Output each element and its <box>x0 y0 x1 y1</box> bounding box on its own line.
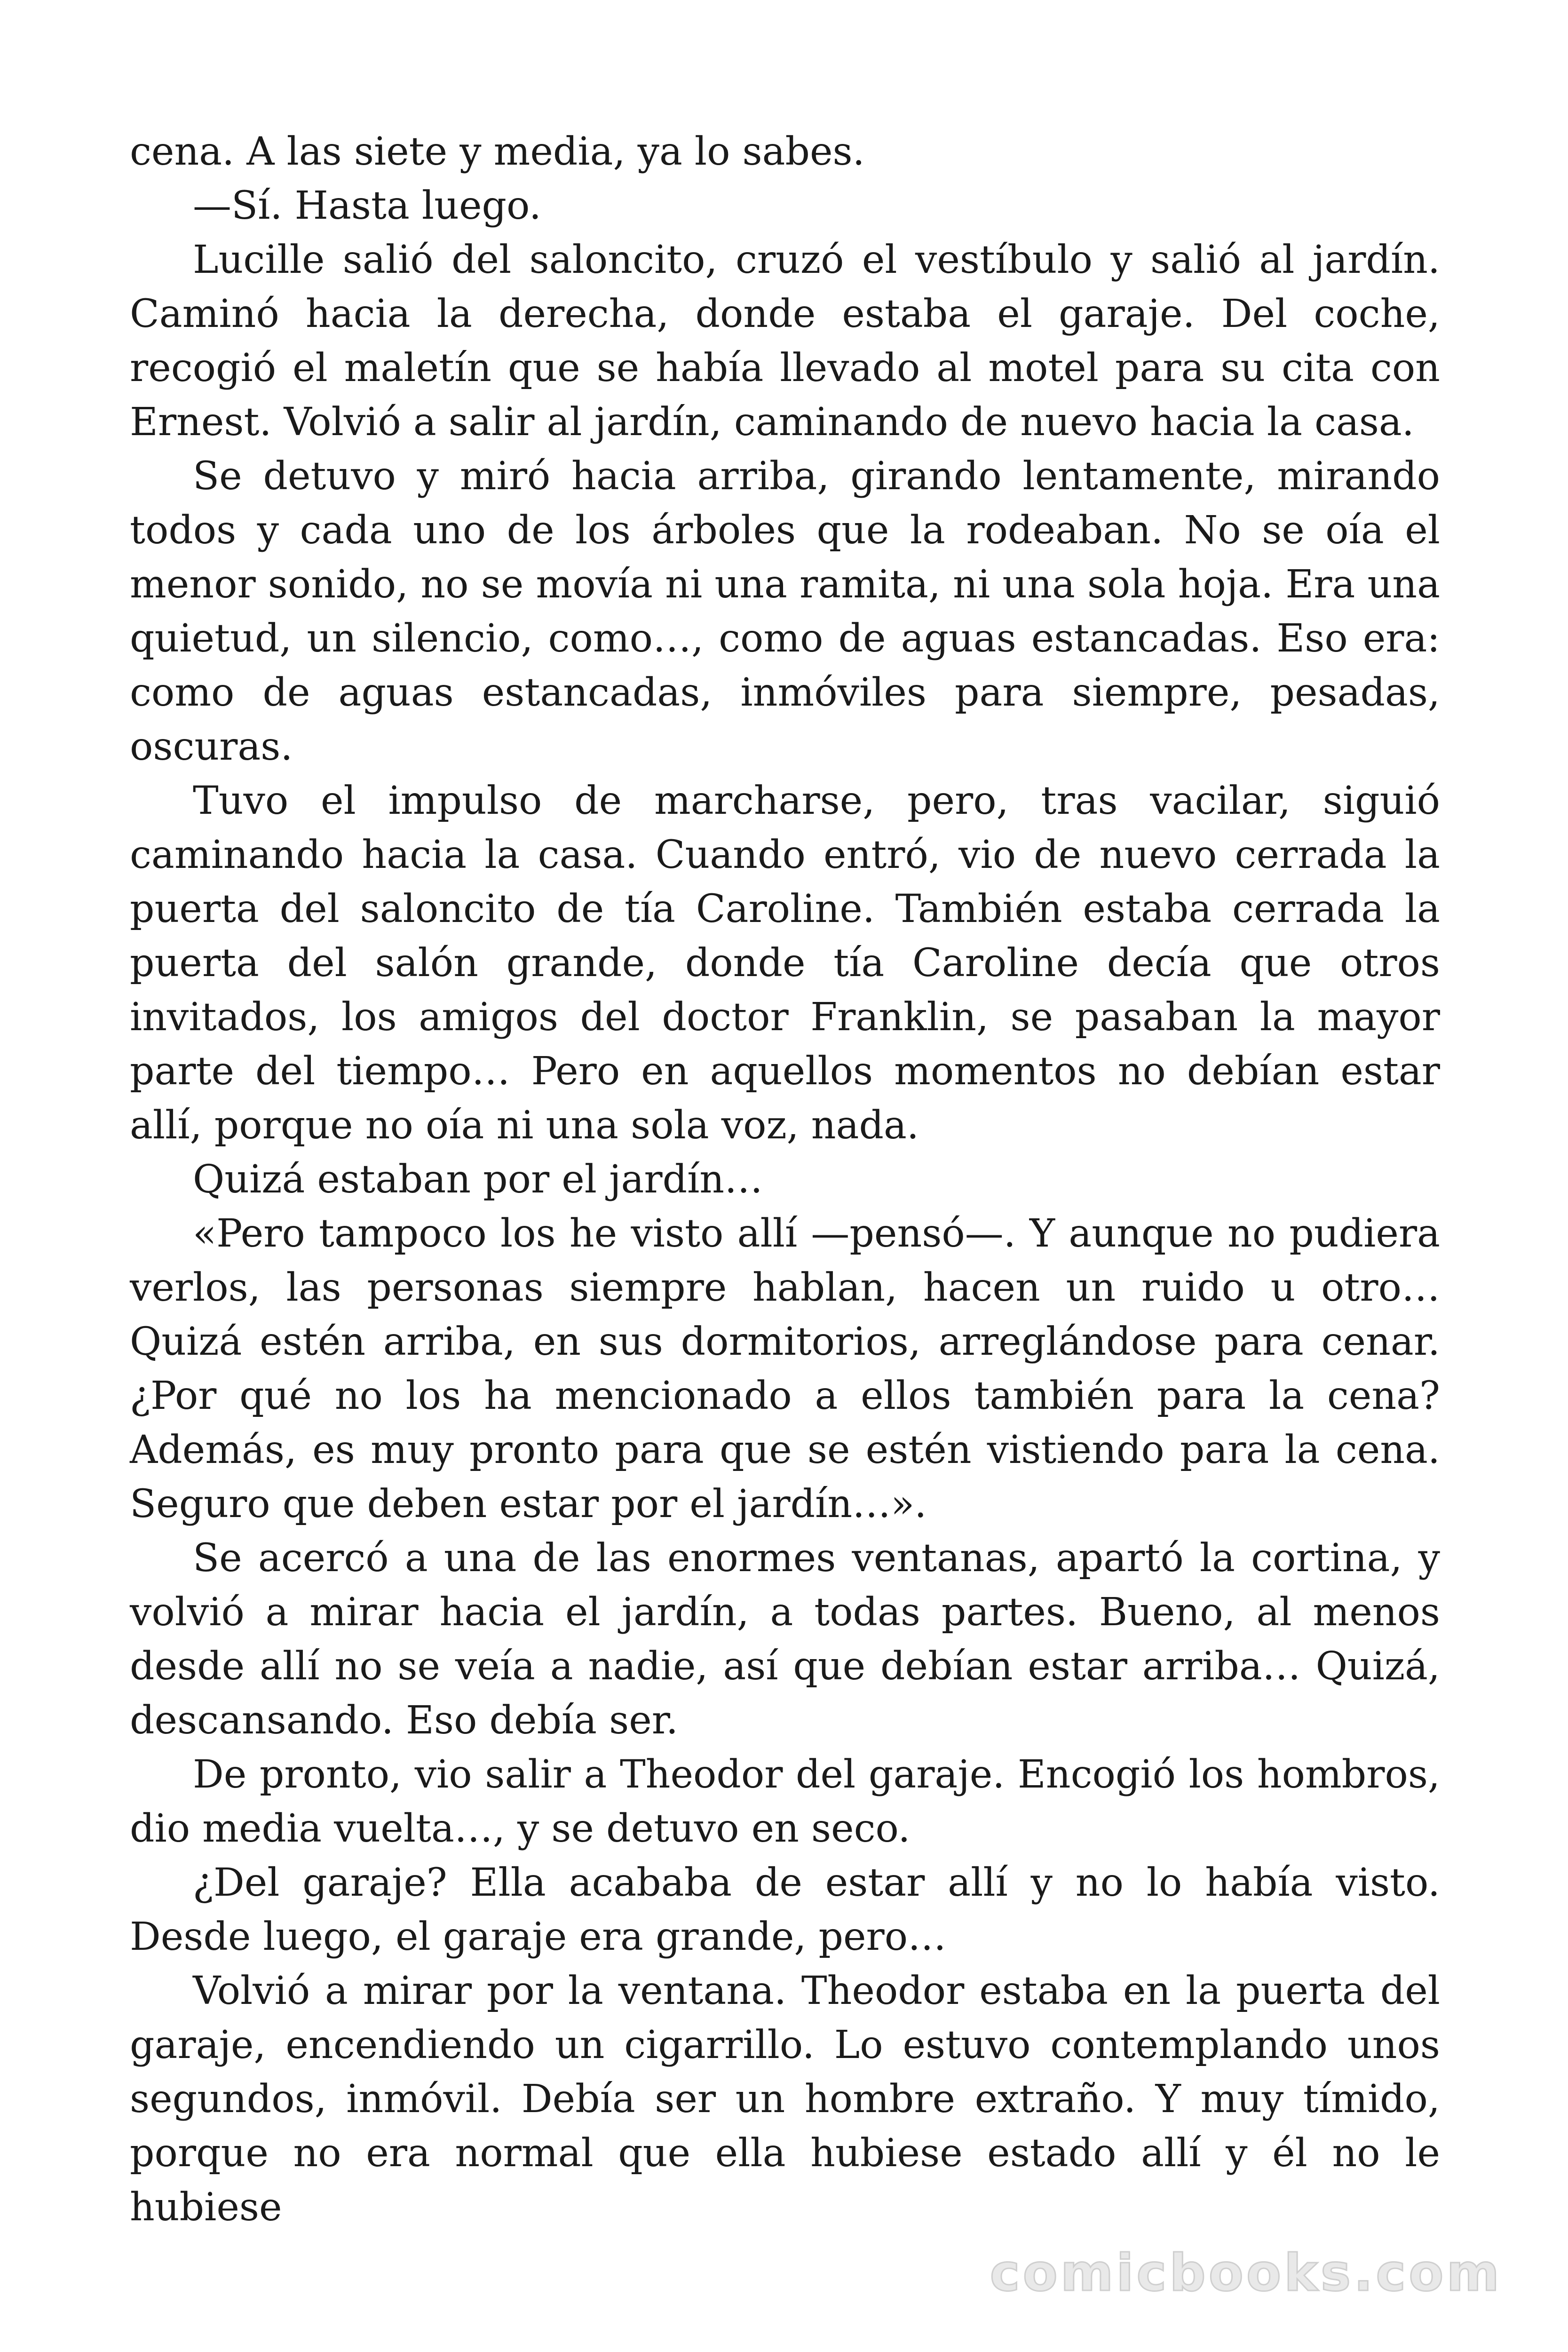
paragraph: Se acercó a una de las enormes ventanas, apartó la cortina, y volvió a mirar hacia el jardín, a todas partes. Bueno, al menos desde allí no se veía a nadie, así que debían estar arriba… Quizá, descansando. Eso debía ser. <box>130 1536 1440 1743</box>
page-body <box>130 125 1440 2234</box>
paragraph: Se detuvo y miró hacia arriba, girando lentamente, mirando todos y cada uno de los árboles que la rodeaban. No se oía el menor sonido, no se movía ni una ramita, ni una sola hoja. Era una quietud, un silencio, como…, como de aguas estancadas. Eso era: como de aguas estancadas, inmóviles para siempre, pesadas, oscuras. <box>130 454 1440 769</box>
paragraph: Lucille salió del saloncito, cruzó el vestíbulo y salió al jardín. Caminó hacia la derecha, donde estaba el garaje. Del coche, recogió el maletín que se había llevado al motel para su cita con Ernest. Volvió a salir al jardín, caminando de nuevo hacia la casa. <box>130 238 1440 445</box>
watermark: comicbooks.com <box>990 2244 1502 2303</box>
paragraph: Volvió a mirar por la ventana. Theodor estaba en la puerta del garaje, encendiendo un cigarrillo. Lo estuvo contemplando unos segundos, inmóvil. Debía ser un hombre extraño. Y muy tímido, porque no era normal que ella hubiese estado allí y él no le hubiese <box>130 1969 1440 2230</box>
paragraph: Tuvo el impulso de marcharse, pero, tras vacilar, siguió caminando hacia la casa. Cuando entró, vio de nuevo cerrada la puerta del saloncito de tía Caroline. También estaba cerrada la puerta del salón grande, donde tía Caroline decía que otros invitados, los amigos del doctor Franklin, se pasaban la mayor parte del tiempo… Pero en aquellos momentos no debían estar allí, porque no oía ni una sola voz, nada. <box>130 779 1440 1148</box>
paragraph: De pronto, vio salir a Theodor del garaje. Encogió los hombros, dio media vuelta…, y se detuvo en seco. <box>130 1752 1440 1851</box>
paragraph: Quizá estaban por el jardín… <box>193 1157 763 1202</box>
paragraph: ¿Del garaje? Ella acababa de estar allí y no lo había visto. Desde luego, el garaje era grande, pero… <box>130 1860 1440 1959</box>
paragraph: —Sí. Hasta luego. <box>193 183 541 228</box>
paragraph: «Pero tampoco los he visto allí —pensó—. Y aunque no pudiera verlos, las personas siempre hablan, hacen un ruido u otro… Quizá estén arriba, en sus dormitorios, arreglándose para cenar. ¿Por qué no los ha mencionado a ellos también para la cena? Además, es muy pronto para que se estén vistiendo para la cena. Seguro que deben estar por el jardín…». <box>130 1211 1440 1526</box>
paragraph: cena. A las siete y media, ya lo sabes. <box>130 129 865 174</box>
